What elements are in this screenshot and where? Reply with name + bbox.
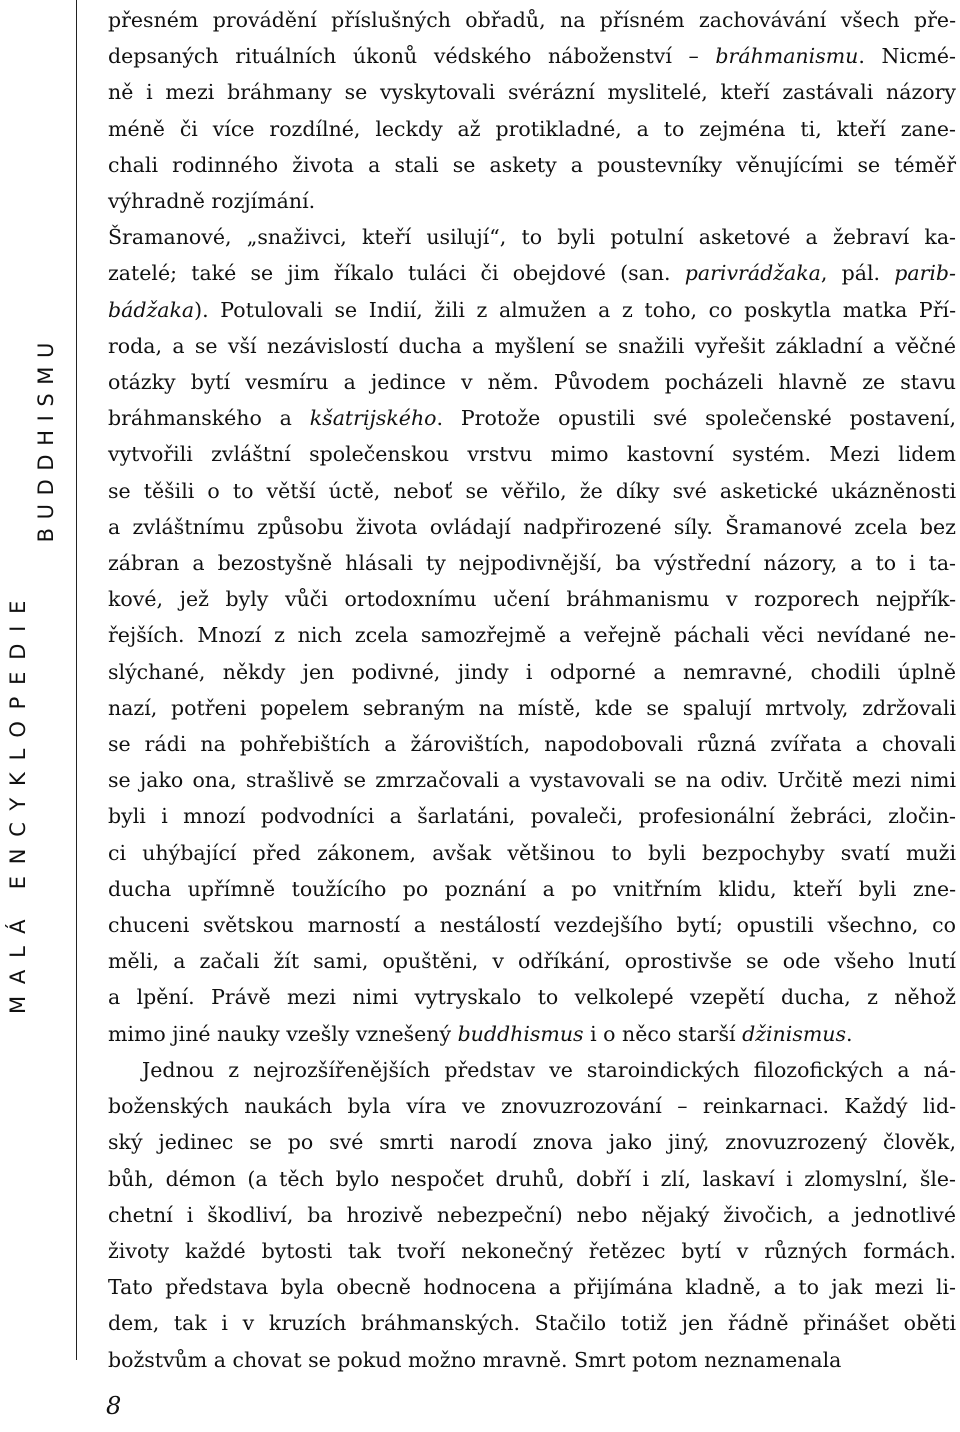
- text-run: kové, jež byly vůči ortodoxnímu učení bráhmanismu v rozporech nejpřík-: [108, 587, 956, 612]
- text-line: [108, 1342, 956, 1378]
- text-line: [108, 183, 956, 219]
- text-run: .: [846, 1021, 853, 1046]
- text-line: [108, 473, 956, 509]
- text-run: boženských naukách byla víra ve znovuzrozování – reinkarnaci. Každý lid-: [108, 1094, 956, 1119]
- text-line: [108, 364, 956, 400]
- text-line: [108, 400, 956, 436]
- text-line: [108, 1161, 956, 1197]
- text-line: [108, 111, 956, 147]
- italic-term: buddhismus: [457, 1021, 584, 1046]
- text-run: se jako ona, strašlivě se zmrzačovali a vystavovali se na odiv. Určitě mezi nimi: [108, 768, 956, 793]
- text-line: [108, 1305, 956, 1341]
- text-run: chali rodinného života a stali se askety a poustevníky věnujícími se téměř: [108, 152, 956, 177]
- italic-term: parivrádžaka: [684, 261, 821, 286]
- text-line: [108, 1016, 956, 1052]
- text-run: , pál.: [820, 261, 895, 286]
- text-run: ducha upřímně toužícího po poznání a po vnitřním klidu, kteří byli zne-: [108, 876, 956, 901]
- text-line: [108, 581, 956, 617]
- text-line: [108, 545, 956, 581]
- text-line: [108, 907, 956, 943]
- text-line: [108, 726, 956, 762]
- text-line: [108, 979, 956, 1015]
- italic-term: džinismus: [742, 1021, 846, 1046]
- text-line: [108, 654, 956, 690]
- text-run: ský jedinec se po své smrti narodí znova jako jiný, znovuzrozený člověk,: [108, 1130, 956, 1155]
- text-line: [108, 2, 956, 38]
- text-run: Šramanové, „snaživci, kteří usilují“, to byli potulní asketové a žebraví ka-: [108, 225, 956, 250]
- text-line: [108, 509, 956, 545]
- text-run: byli i mnozí podvodníci a šarlatáni, povaleči, profesionální žebráci, zločin-: [108, 804, 956, 829]
- text-line: [108, 762, 956, 798]
- text-line: [108, 1124, 956, 1160]
- text-run: i o něco starší: [583, 1021, 743, 1046]
- text-run: výhradně rozjímání.: [108, 189, 316, 214]
- text-line: [108, 74, 956, 110]
- text-line: [108, 292, 956, 328]
- text-run: ci uhýbající před zákonem, avšak většinou to byli bezpochyby svatí muži: [108, 840, 956, 865]
- running-head-text: [4, 334, 66, 1014]
- text-run: otázky bytí vesmíru a jedince v něm. Původem pocházeli hlavně ze stavu: [108, 370, 956, 395]
- text-line: [108, 1233, 956, 1269]
- text-run: méně či více rozdílné, leckdy až protikladné, a to zejména ti, kteří zane-: [108, 116, 956, 141]
- text-line: [108, 835, 956, 871]
- text-run: božstvům a chovat se pokud možno mravně. Smrt potom neznamenala: [108, 1347, 842, 1372]
- text-run: a lpění. Právě mezi nimi vytryskalo to velkolepé vzepětí ducha, z něhož: [108, 985, 956, 1010]
- text-run: řejších. Mnozí z nich zcela samozřejmě a veřejně páchali věci nevídané ne-: [108, 623, 956, 648]
- text-run: životy každé bytosti tak tvoří nekonečný řetězec bytí v různých formách.: [108, 1238, 956, 1263]
- text-line: [108, 1088, 956, 1124]
- text-line: [108, 255, 956, 291]
- italic-term: kšatrijského: [309, 406, 437, 431]
- text-line: [108, 798, 956, 834]
- text-run: a zvláštnímu způsobu života ovládají nadpřirozené síly. Šramanové zcela bez: [108, 514, 956, 539]
- text-line: [108, 617, 956, 653]
- running-head: [0, 0, 77, 1360]
- text-run: nazí, potřeni popelem sebraným na místě, kde se spalují mrtvoly, zdržovali: [108, 695, 956, 720]
- text-run: zatelé; také se jim říkalo tuláci či obejdové (san.: [108, 261, 685, 286]
- text-run: depsaných rituálních úkonů védského náboženství –: [108, 44, 716, 69]
- text-run: . Protože opustili své společenské postavení,: [436, 406, 956, 431]
- text-line: [108, 219, 956, 255]
- text-line: [108, 1052, 956, 1088]
- text-run: ). Potulovali se Indií, žili z almužen a z toho, co poskytla matka Pří-: [194, 297, 956, 322]
- text-line: [108, 436, 956, 472]
- body-text: [108, 2, 956, 1378]
- text-run: přesném provádění příslušných obřadů, na přísném zachovávání všech pře-: [108, 8, 956, 32]
- text-line: [108, 147, 956, 183]
- italic-term: parib-: [894, 261, 956, 286]
- text-run: mimo jiné nauky vzešly vznešený: [108, 1021, 458, 1046]
- text-run: bůh, démon (a těch bylo nespočet druhů, dobří i zlí, laskaví i zlomyslní, šle-: [108, 1166, 956, 1191]
- italic-term: bádžaka: [108, 297, 195, 322]
- text-run: dem, tak i v kruzích bráhmanských. Stačilo totiž jen řádně přinášet oběti: [108, 1311, 956, 1336]
- text-run: ně i mezi bráhmany se vyskytovali svérázní myslitelé, kteří zastávali názory: [108, 80, 956, 105]
- text-run: se těšili o to větší úctě, neboť se věřilo, že díky své asketické ukázněnosti: [108, 478, 956, 503]
- text-line: [108, 871, 956, 907]
- text-line: [108, 1197, 956, 1233]
- text-line: [108, 38, 956, 74]
- text-line: [108, 690, 956, 726]
- text-run: měli, a začali žít sami, opuštěni, v odříkání, oprostivše se ode všeho lnutí: [108, 949, 956, 974]
- text-line: [108, 1269, 956, 1305]
- text-run: se rádi na pohřebištích a žárovištích, napodobovali různá zvířata a chovali: [108, 732, 956, 757]
- text-run: chuceni světskou marností a nestálostí vezdejšího bytí; opustili všechno, co: [108, 913, 956, 938]
- text-line: [108, 943, 956, 979]
- text-line: [108, 328, 956, 364]
- text-run: slýchané, někdy jen podivné, jindy i odporné a nemravné, chodili úplně: [108, 659, 956, 684]
- text-run: chetní i škodliví, ba hrozivě nebezpeční) nebo nějaký živočich, a jednotlivé: [108, 1202, 956, 1227]
- running-head-title: MALÁ ENCYKLOPEDIE: [6, 588, 30, 1014]
- text-run: Jednou z nejrozšířenějších představ ve staroindických filozofických a ná-: [142, 1057, 956, 1082]
- text-run: bráhmanského a: [108, 406, 310, 431]
- page-number: 8: [106, 1392, 122, 1420]
- text-run: vytvořili zvláštní společenskou vrstvu mimo kastovní systém. Mezi lidem: [108, 442, 956, 467]
- text-run: . Nicmé-: [858, 44, 956, 69]
- text-run: Tato představa byla obecně hodnocena a přijímána kladně, a to jak mezi li-: [108, 1275, 956, 1300]
- text-run: zábran a bezostyšně hlásali ty nejpodivnější, ba výstřední názory, a to i ta-: [108, 551, 956, 576]
- text-run: roda, a se vší nezávislostí ducha a myšlení se snažili vyřešit základní a věčné: [108, 333, 956, 358]
- italic-term: bráhmanismu: [715, 44, 859, 69]
- running-head-subtitle: BUDDHISMU: [34, 334, 58, 543]
